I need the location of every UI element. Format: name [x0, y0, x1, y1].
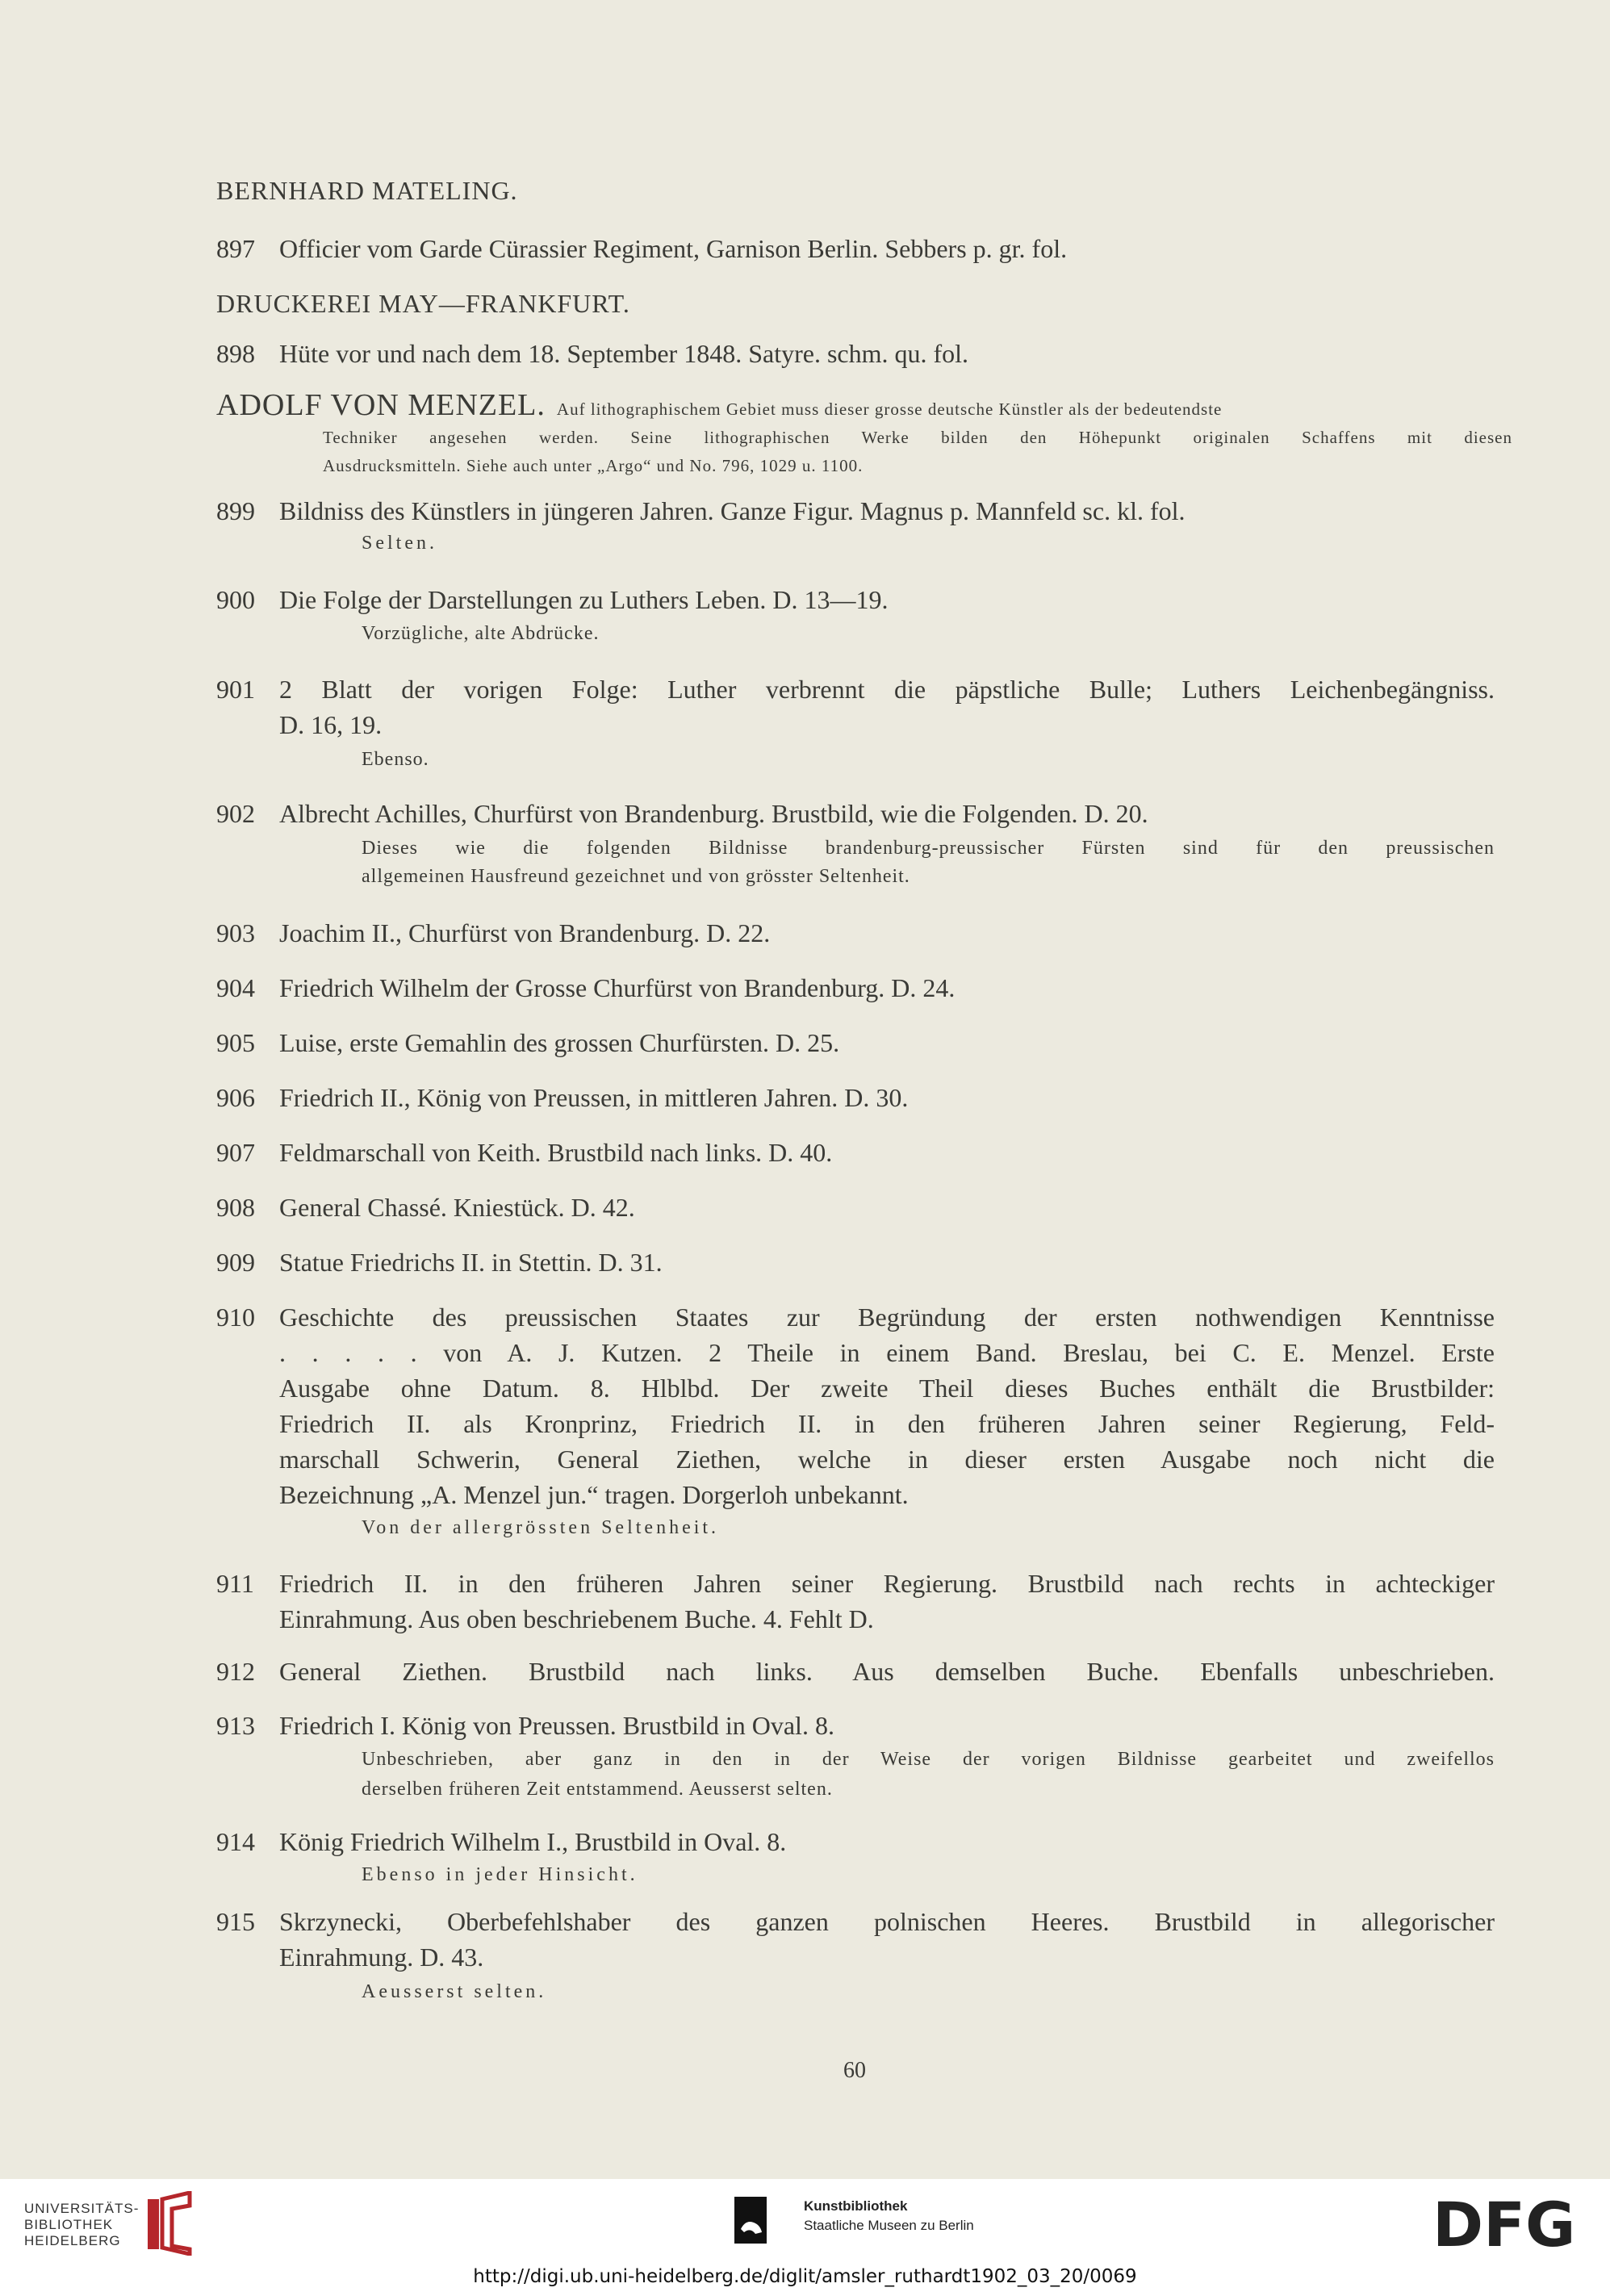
entry-number: 907 — [216, 1138, 255, 1167]
entry-note: derselben früheren Zeit entstammend. Aeusserst selten. — [362, 1779, 833, 1800]
page-number: 60 — [843, 2058, 866, 2083]
entry-note: Von der allergrössten Seltenheit. — [362, 1517, 720, 1538]
entry-text: Feldmarschall von Keith. Brustbild nach links. D. 40. — [279, 1138, 833, 1167]
entry-text-line: Bezeichnung „A. Menzel jun.“ tragen. Dorgerloh unbekannt. — [279, 1480, 909, 1509]
artist-intro: Auf lithographischem Gebiet muss dieser grosse deutsche Künstler als der bedeutendste — [556, 399, 1223, 419]
entry-text-line: marschall Schwerin, General Ziethen, welche in dieser ersten Ausgabe noch nicht die — [279, 1445, 1495, 1474]
kunstbibliothek-icon — [734, 2197, 767, 2244]
entry-number: 897 — [216, 234, 255, 263]
entry-text: Friedrich II. in den früheren Jahren seiner Regierung. Brustbild nach rechts in achteckiger — [279, 1569, 1495, 1598]
entry-number: 910 — [216, 1303, 255, 1332]
entry-text: Statue Friedrichs II. in Stettin. D. 31. — [279, 1248, 663, 1277]
section-heading-mateling: BERNHARD MATELING. — [216, 176, 518, 205]
entry-text: Friedrich II., König von Preussen, in mittleren Jahren. D. 30. — [279, 1083, 909, 1112]
entry-number: 909 — [216, 1248, 255, 1277]
entry-text: General Chassé. Kniestück. D. 42. — [279, 1193, 635, 1222]
source-url[interactable]: http://digi.ub.uni-heidelberg.de/diglit/amsler_ruthardt1902_03_20/0069 — [473, 2266, 1137, 2287]
section-heading-menzel — [216, 387, 1222, 423]
entry-number: 900 — [216, 585, 255, 614]
entry-number: 914 — [216, 1827, 255, 1856]
entry-text: König Friedrich Wilhelm I., Brustbild in Oval. 8. — [279, 1827, 787, 1856]
entry-note: Dieses wie die folgenden Bildnisse brandenburg-preussischer Fürsten sind für den preussischen — [362, 838, 1495, 859]
university-seal-icon — [141, 2191, 198, 2256]
entry-number: 903 — [216, 918, 255, 947]
entry-number: 913 — [216, 1711, 255, 1740]
entry-text: Bildniss des Künstlers in jüngeren Jahren. Ganze Figur. Magnus p. Mannfeld sc. kl. fol. — [279, 496, 1186, 525]
entry-number: 899 — [216, 496, 255, 525]
entry-text: General Ziethen. Brustbild nach links. Aus demselben Buche. Ebenfalls unbeschrieben. — [279, 1657, 1495, 1686]
entry-text: Friedrich Wilhelm der Grosse Churfürst von Brandenburg. D. 24. — [279, 973, 956, 1002]
university-library-logo — [24, 2201, 140, 2249]
entry-number: 904 — [216, 973, 255, 1002]
entry-text: Luise, erste Gemahlin des grossen Churfürsten. D. 25. — [279, 1028, 840, 1057]
uni-logo-line: UNIVERSITÄTS- — [24, 2201, 140, 2216]
entry-text-line: Friedrich II. als Kronprinz, Friedrich II. in den früheren Jahren seiner Regierung, Feld- — [279, 1409, 1495, 1438]
uni-logo-line: HEIDELBERG — [24, 2233, 121, 2248]
entry-text: Hüte vor und nach dem 18. September 1848. Satyre. schm. qu. fol. — [279, 339, 969, 368]
entry-number: 908 — [216, 1193, 255, 1222]
entry-number: 911 — [216, 1569, 254, 1598]
entry-number: 898 — [216, 339, 255, 368]
artist-intro-line: Ausdrucksmitteln. Siehe auch unter „Argo“ und No. 796, 1029 u. 1100. — [323, 456, 864, 475]
section-heading-druckerei: DRUCKEREI MAY—FRANKFURT. — [216, 289, 630, 318]
kb-title: Kunstbibliothek — [804, 2198, 908, 2214]
entry-number: 915 — [216, 1907, 255, 1936]
entry-text: Skrzynecki, Oberbefehlshaber des ganzen polnischen Heeres. Brustbild in allegorischer — [279, 1907, 1495, 1936]
artist-name: ADOLF VON MENZEL. — [216, 388, 546, 422]
entry-text: Die Folge der Darstellungen zu Luthers Leben. D. 13—19. — [279, 585, 889, 614]
dfg-logo-text: DFG — [1432, 2191, 1576, 2256]
kb-subtitle: Staatliche Museen zu Berlin — [804, 2218, 974, 2233]
entry-text: Albrecht Achilles, Churfürst von Brandenburg. Brustbild, wie die Folgenden. D. 20. — [279, 799, 1148, 828]
entry-note: Ebenso in jeder Hinsicht. — [362, 1864, 638, 1885]
entry-text: Joachim II., Churfürst von Brandenburg. D. 22. — [279, 918, 771, 947]
entry-text-line: Einrahmung. Aus oben beschriebenem Buche. 4. Fehlt D. — [279, 1604, 874, 1633]
kunstbibliothek-label — [804, 2197, 974, 2235]
entry-note: Unbeschrieben, aber ganz in den in der Weise der vorigen Bildnisse gearbeitet und zweifellos — [362, 1749, 1495, 1770]
entry-note: Selten. — [362, 533, 437, 554]
artist-intro-line: Techniker angesehen werden. Seine lithographischen Werke bilden den Höhepunkt originalen Schaffens mit diesen — [323, 428, 1512, 447]
entry-text-line: D. 16, 19. — [279, 710, 383, 739]
entry-text: 2 Blatt der vorigen Folge: Luther verbrennt die päpstliche Bulle; Luthers Leichenbegängniss. — [279, 675, 1495, 704]
entry-text: Officier vom Garde Cürassier Regiment, Garnison Berlin. Sebbers p. gr. fol. — [279, 234, 1068, 263]
entry-number: 901 — [216, 675, 255, 704]
entry-text-line: Einrahmung. D. 43. — [279, 1943, 484, 1972]
entry-note: allgemeinen Hausfreund gezeichnet und von grösster Seltenheit. — [362, 866, 910, 887]
entry-text-line: Ausgabe ohne Datum. 8. Hlblbd. Der zweite Theil dieses Buches enthält die Brustbilder: — [279, 1374, 1495, 1403]
entry-note: Aeusserst selten. — [362, 1981, 547, 2002]
entry-note: Ebenso. — [362, 749, 429, 770]
entry-number: 906 — [216, 1083, 255, 1112]
entry-text: Geschichte des preussischen Staates zur Begründung der ersten nothwendigen Kenntnisse — [279, 1303, 1495, 1332]
dfg-logo — [1432, 2191, 1594, 2256]
entry-number: 905 — [216, 1028, 255, 1057]
entry-number: 912 — [216, 1657, 255, 1686]
entry-text: Friedrich I. König von Preussen. Brustbild in Oval. 8. — [279, 1711, 834, 1740]
entry-text-line: . . . . . von A. J. Kutzen. 2 Theile in einem Band. Breslau, bei C. E. Menzel. Erste — [279, 1338, 1495, 1367]
entry-number: 902 — [216, 799, 255, 828]
entry-note: Vorzügliche, alte Abdrücke. — [362, 623, 600, 644]
uni-logo-line: BIBLIOTHEK — [24, 2217, 114, 2232]
